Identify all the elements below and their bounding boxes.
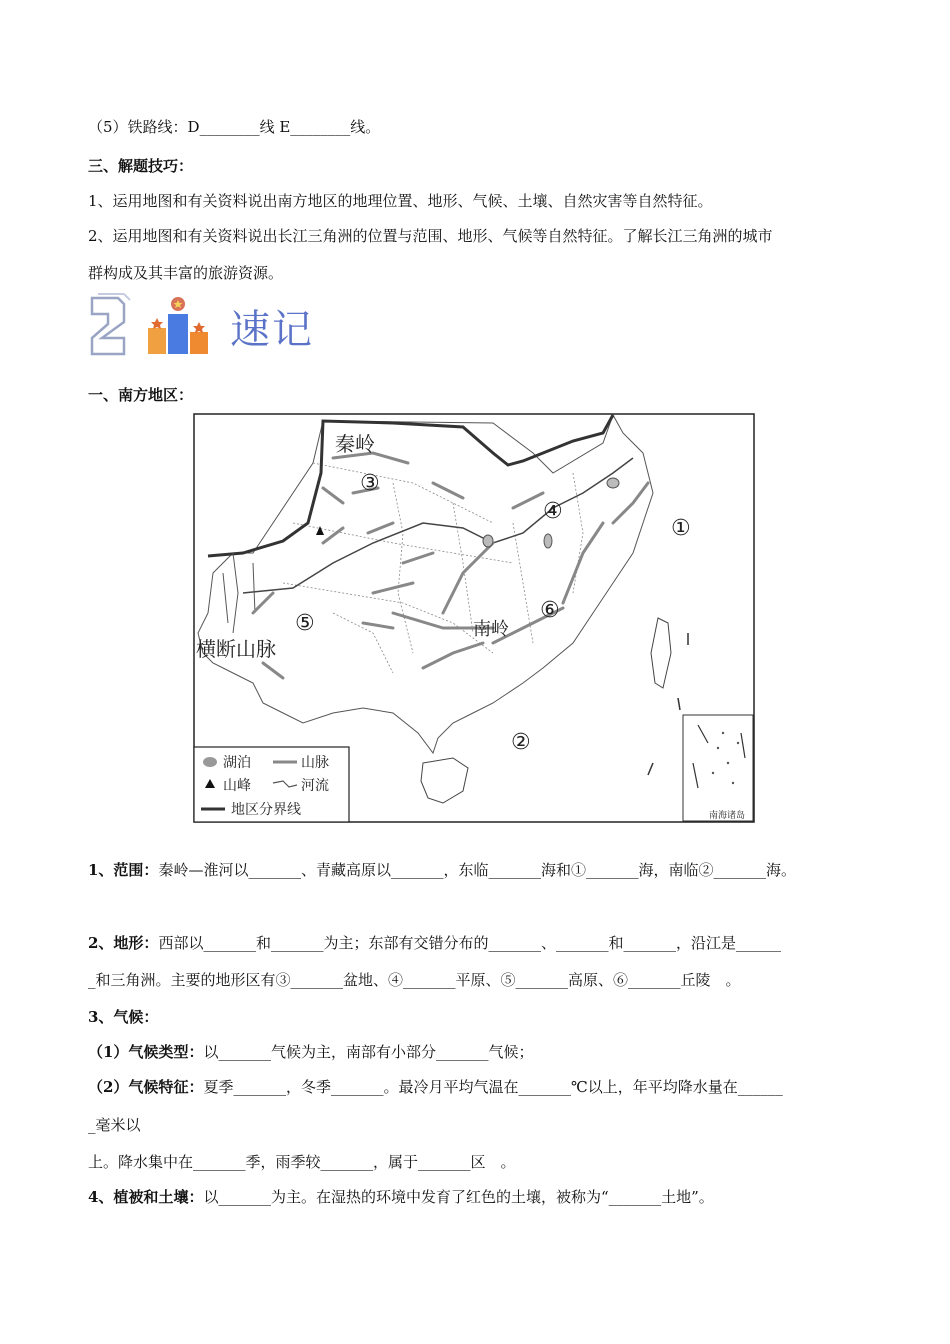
q3-climate-type bbox=[88, 1041, 533, 1063]
q3-climate-line-c: 上。降水集中在_______季，雨季较_______，属于_______区 。 bbox=[88, 1153, 516, 1171]
skills-item-2-cont: 群构成及其丰富的旅游资源。 bbox=[88, 264, 284, 282]
legend-boundary: 地区分界线 bbox=[231, 802, 301, 818]
q2-label: 2、地形： bbox=[88, 934, 159, 952]
q2-terrain bbox=[88, 932, 781, 954]
q1-scope bbox=[88, 859, 796, 881]
skills-item-2: 2、运用地图和有关资料说出长江三角洲的位置与范围、地形、气候等自然特征。了解长江三角洲的城市 bbox=[88, 227, 773, 245]
q4-text: 以_______为主。在湿热的环境中发育了红色的土壤，被称为“_______土地”。 bbox=[203, 1188, 714, 1206]
qinling-label: 秦岭 bbox=[335, 432, 375, 456]
marker-6: ⑥ bbox=[540, 598, 560, 623]
skills-item-1: 1、运用地图和有关资料说出南方地区的地理位置、地形、气候、土壤、自然灾害等自然特征。 bbox=[88, 192, 713, 210]
railway-line-question: （5）铁路线：D________线 E________线。 bbox=[88, 118, 381, 136]
legend-mountain: 山脉 bbox=[301, 755, 329, 771]
q1-label: 1、范围： bbox=[88, 861, 159, 879]
q3-sub2-label: （2）气候特征： bbox=[88, 1078, 204, 1096]
legend-river: 河流 bbox=[301, 778, 329, 794]
skills-heading: 三、解题技巧： bbox=[88, 157, 194, 175]
marker-3: ③ bbox=[360, 471, 380, 496]
inset-label: 南海诸岛 bbox=[709, 811, 746, 821]
marker-4: ④ bbox=[543, 499, 563, 524]
nanling-label: 南岭 bbox=[473, 619, 509, 640]
legend-lake: 湖泊 bbox=[223, 755, 251, 771]
hengduan-label: 横断山脉 bbox=[196, 637, 276, 661]
q3-sub1-text: 以_______气候为主，南部有小部分_______气候； bbox=[203, 1043, 534, 1061]
q4-label: 4、植被和土壤： bbox=[88, 1188, 204, 1206]
marker-5: ⑤ bbox=[295, 611, 315, 636]
q3-climate-line-b: _毫米以 bbox=[88, 1116, 141, 1134]
q3-sub1-label: （1）气候类型： bbox=[88, 1043, 204, 1061]
q1-text: 秦岭—淮河以_______、青藏高原以_______，东临_______海和①_______海，南临②_______海。 bbox=[158, 861, 796, 879]
q2-text: 西部以_______和_______为主；东部有交错分布的_______、_______和_______，沿江是______ bbox=[158, 934, 781, 952]
q2-terrain-cont: _和三角洲。主要的地形区有③_______盆地、④_______平原、⑤_______高原、⑥_______丘陵 。 bbox=[88, 971, 741, 989]
marker-1: ① bbox=[671, 516, 691, 541]
south-region-heading: 一、南方地区： bbox=[88, 386, 194, 404]
podium-icon bbox=[88, 292, 228, 362]
q4-vegetation-soil bbox=[88, 1186, 714, 1208]
q3-sub2-text: 夏季_______，冬季_______。最冷月平均气温在_______℃以上，年平均降水量在______ bbox=[203, 1078, 783, 1096]
marker-2: ② bbox=[511, 730, 531, 755]
legend-peak: 山峰 bbox=[223, 778, 251, 794]
south-china-map bbox=[193, 413, 755, 823]
quick-notes-title: 速记 bbox=[230, 307, 314, 353]
q3-climate-label: 3、气候： bbox=[88, 1008, 159, 1026]
q3-climate-features bbox=[88, 1076, 783, 1098]
